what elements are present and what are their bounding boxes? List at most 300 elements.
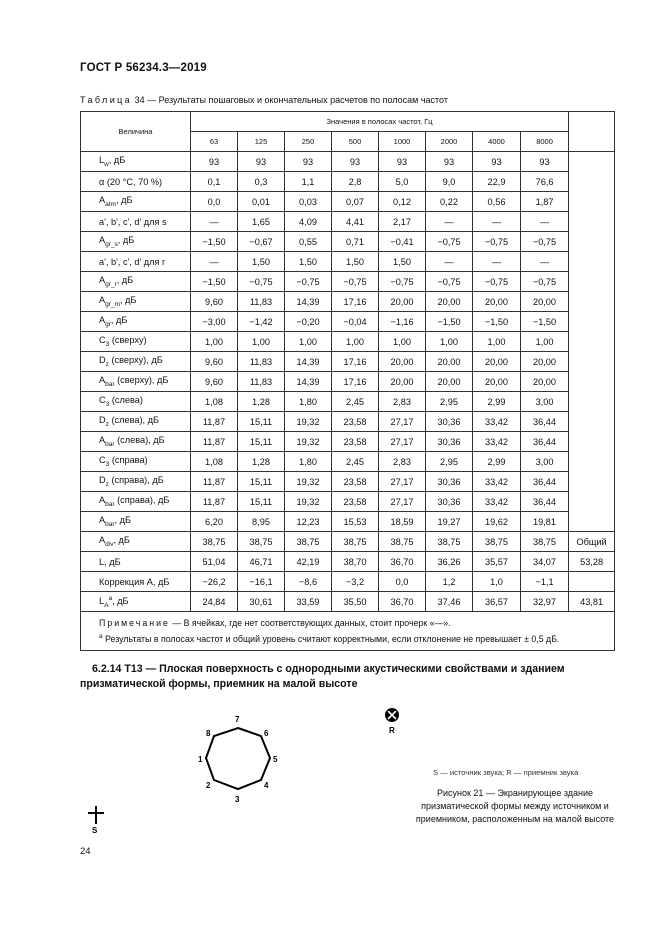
quantity-symbol: A	[99, 515, 106, 526]
quantity-symbol: A	[99, 535, 106, 546]
table-caption-text: 34 — Результаты пошаговых и окончательных расчетов по полосам частот	[134, 95, 448, 105]
section-title: Т13 — Плоская поверхность с однородными акустическими свойствами и зданием призматической формы, приемник на малой высоте	[80, 663, 565, 690]
extra-cell	[569, 432, 615, 452]
value-cell: 76,6	[521, 172, 569, 192]
quantity-subscript: 3	[105, 460, 110, 468]
value-cell: 1,0	[473, 572, 521, 592]
quantity-subscript: bar	[105, 500, 115, 508]
quantity-subscript: z	[105, 360, 109, 368]
quantity-unit: , дБ	[110, 315, 128, 326]
table-row	[81, 432, 615, 452]
extra-cell	[569, 292, 615, 312]
extra-cell	[569, 312, 615, 332]
value-cell: −1,50	[473, 312, 521, 332]
value-cell: 11,87	[191, 492, 238, 512]
quantity-cell	[81, 552, 191, 572]
table-row	[81, 312, 615, 332]
value-cell: 19,27	[426, 512, 473, 532]
quantity-unit: , дБ	[114, 515, 132, 526]
quantity-unit: , дБ	[115, 195, 133, 206]
value-cell: 1,50	[285, 252, 332, 272]
value-cell: 1,80	[285, 452, 332, 472]
value-cell: −0,75	[521, 232, 569, 252]
value-cell: −26,2	[191, 572, 238, 592]
value-cell: 36,44	[521, 412, 569, 432]
value-cell: −0,75	[521, 272, 569, 292]
value-cell: 1,80	[285, 392, 332, 412]
value-cell: 9,60	[191, 372, 238, 392]
note-text: — В ячейках, где нет соответствующих данных, стоит прочерк «—».	[169, 618, 451, 628]
value-cell: 20,00	[521, 372, 569, 392]
value-cell: 27,17	[379, 412, 426, 432]
frequency-header-cell: 63	[191, 132, 238, 152]
extra-cell	[569, 472, 615, 492]
value-cell: 15,11	[238, 472, 285, 492]
quantity-cell	[81, 332, 191, 352]
table-row	[81, 252, 615, 272]
value-cell: 15,53	[332, 512, 379, 532]
value-cell: 1,08	[191, 452, 238, 472]
value-cell: 93	[521, 152, 569, 172]
value-cell: 34,07	[521, 552, 569, 572]
value-cell: 27,17	[379, 472, 426, 492]
quantity-unit: , дБ	[119, 295, 137, 306]
value-cell: 33,42	[473, 472, 521, 492]
value-cell: 93	[191, 152, 238, 172]
building-outline	[206, 728, 270, 789]
note	[99, 616, 610, 630]
quantity-subscript: gr_r	[105, 280, 117, 288]
value-cell: 4,09	[285, 212, 332, 232]
value-cell: 1,00	[521, 332, 569, 352]
value-cell: 1,50	[238, 252, 285, 272]
value-cell: 17,16	[332, 352, 379, 372]
quantity-symbol: L	[99, 155, 105, 166]
extra-cell	[569, 492, 615, 512]
value-cell: —	[426, 212, 473, 232]
value-cell: −0,75	[285, 272, 332, 292]
quantity-subscript: bar	[105, 520, 115, 528]
vertex-label-4: 4	[264, 781, 269, 790]
quantity-unit: , дБ	[113, 535, 130, 546]
quantity-cell	[81, 572, 191, 592]
value-cell: 11,87	[191, 432, 238, 452]
quantity-symbol: C	[99, 335, 106, 346]
value-cell: 38,70	[332, 552, 379, 572]
value-cell: 11,83	[238, 352, 285, 372]
value-cell: 30,36	[426, 432, 473, 452]
extra-cell	[569, 372, 615, 392]
quantity-unit: , дБ	[116, 275, 134, 286]
value-cell: −0,75	[473, 272, 521, 292]
extra-cell	[569, 572, 615, 592]
figure-caption: Рисунок 21 — Экранирующее здание призматической формы между источником и приемником, расположенным на малой высоте	[415, 788, 615, 824]
value-cell: 1,50	[332, 252, 379, 272]
value-cell: 9,60	[191, 292, 238, 312]
value-cell: 30,61	[238, 592, 285, 612]
table-row	[81, 532, 615, 552]
frequency-header-cell: 4000	[473, 132, 521, 152]
value-cell: 15,11	[238, 412, 285, 432]
value-cell: 38,75	[379, 532, 426, 552]
value-cell: 11,83	[238, 292, 285, 312]
extra-cell	[569, 192, 615, 212]
quantity-symbol: A	[99, 495, 106, 506]
value-cell: −0,04	[332, 312, 379, 332]
table-row	[81, 232, 615, 252]
value-cell: 0,3	[238, 172, 285, 192]
value-cell: 20,00	[473, 292, 521, 312]
source-icon	[88, 806, 104, 824]
quantity-subscript: bar	[105, 440, 115, 448]
quantity-cell	[81, 192, 191, 212]
quantity-subscript: A	[104, 601, 109, 609]
value-cell: 36,57	[473, 592, 521, 612]
value-cell: 20,00	[473, 352, 521, 372]
table-caption-word: Таблица	[80, 95, 133, 105]
quantity-subscript: 3	[105, 400, 110, 408]
quantity-symbol: L	[99, 595, 105, 606]
value-cell: 19,32	[285, 472, 332, 492]
frequency-header-cell: 1000	[379, 132, 426, 152]
extra-cell: Общий	[569, 532, 615, 552]
value-cell: 42,19	[285, 552, 332, 572]
value-cell: 0,0	[191, 192, 238, 212]
extra-cell	[569, 352, 615, 372]
value-cell: 0,55	[285, 232, 332, 252]
quantity-cell	[81, 492, 191, 512]
value-cell: 18,59	[379, 512, 426, 532]
value-cell: 36,70	[379, 592, 426, 612]
value-cell: 2,95	[426, 452, 473, 472]
value-cell: 2,45	[332, 392, 379, 412]
receiver-label: R	[389, 726, 395, 735]
receiver-symbol	[380, 705, 404, 735]
value-cell: −1,50	[191, 232, 238, 252]
table-caption	[80, 95, 448, 105]
value-cell: −0,20	[285, 312, 332, 332]
extra-cell	[569, 412, 615, 432]
value-cell: −0,75	[379, 272, 426, 292]
value-cell: —	[426, 252, 473, 272]
value-cell: −1,1	[521, 572, 569, 592]
value-cell: −1,50	[521, 312, 569, 332]
value-cell: 46,71	[238, 552, 285, 572]
value-cell: 1,1	[285, 172, 332, 192]
value-cell: 0,0	[379, 572, 426, 592]
quantity-subscript: div	[105, 540, 114, 548]
value-cell: 38,75	[521, 532, 569, 552]
table-row	[81, 392, 615, 412]
value-cell: 36,70	[379, 552, 426, 572]
quantity-unit: (сверху), дБ	[108, 355, 163, 366]
extra-cell	[569, 332, 615, 352]
quantity-cell	[81, 172, 191, 192]
quantity-subscript: z	[105, 480, 109, 488]
value-cell: −0,75	[426, 272, 473, 292]
quantity-cell	[81, 592, 191, 612]
frequency-header-cell: 125	[238, 132, 285, 152]
value-cell: −0,41	[379, 232, 426, 252]
value-cell: 6,20	[191, 512, 238, 532]
value-cell: 11,87	[191, 472, 238, 492]
value-cell: 32,97	[521, 592, 569, 612]
value-cell: 2,45	[332, 452, 379, 472]
quantity-symbol: C	[99, 455, 106, 466]
value-cell: 38,75	[238, 532, 285, 552]
value-cell: 37,46	[426, 592, 473, 612]
value-cell: 27,17	[379, 492, 426, 512]
value-cell: 2,17	[379, 212, 426, 232]
quantity-unit: (справа), дБ	[114, 495, 170, 506]
quantity-header: Величина	[81, 112, 191, 152]
quantity-unit: , дБ	[112, 595, 129, 606]
value-cell: 14,39	[285, 292, 332, 312]
value-cell: 11,83	[238, 372, 285, 392]
quantity-symbol: D	[99, 355, 106, 366]
vertex-label-7: 7	[235, 715, 240, 724]
value-cell: 33,42	[473, 432, 521, 452]
quantity-symbol: A	[99, 435, 106, 446]
value-cell: 33,42	[473, 492, 521, 512]
vertex-label-2: 2	[206, 781, 211, 790]
table-row	[81, 272, 615, 292]
value-cell: —	[191, 212, 238, 232]
value-cell: 2,8	[332, 172, 379, 192]
value-cell: 36,44	[521, 472, 569, 492]
quantity-cell	[81, 532, 191, 552]
quantity-cell	[81, 392, 191, 412]
value-cell: 51,04	[191, 552, 238, 572]
value-cell: 23,58	[332, 412, 379, 432]
figure-legend: S — источник звука; R — приемник звука	[433, 768, 579, 777]
table-row	[81, 472, 615, 492]
footnote-text: Результаты в полосах частот и общий уровень считают корректными, если отклонение не превышает ± 0,5 дБ.	[102, 633, 560, 644]
value-cell: 36,26	[426, 552, 473, 572]
value-cell: −3,2	[332, 572, 379, 592]
value-cell: −1,50	[426, 312, 473, 332]
source-label: S	[92, 826, 98, 835]
value-cell: −3,00	[191, 312, 238, 332]
quantity-unit: (сверху)	[109, 335, 147, 346]
extra-cell	[569, 392, 615, 412]
value-cell: 2,99	[473, 392, 521, 412]
value-cell: 3,00	[521, 452, 569, 472]
extra-cell	[569, 252, 615, 272]
extra-cell: 43,81	[569, 592, 615, 612]
value-cell: 93	[285, 152, 332, 172]
value-cell: 14,39	[285, 372, 332, 392]
quantity-unit: (справа), дБ	[108, 475, 164, 486]
value-cell: 35,57	[473, 552, 521, 572]
value-cell: 17,16	[332, 292, 379, 312]
value-cell: 35,50	[332, 592, 379, 612]
note-row	[81, 612, 615, 651]
frequency-group-header: Значения в полосах частот, Гц	[191, 112, 569, 132]
quantity-symbol: A	[99, 295, 106, 306]
value-cell: −0,67	[238, 232, 285, 252]
quantity-subscript: z	[105, 420, 109, 428]
value-cell: 2,99	[473, 452, 521, 472]
value-cell: 38,75	[285, 532, 332, 552]
value-cell: 20,00	[379, 372, 426, 392]
value-cell: 14,39	[285, 352, 332, 372]
value-cell: 19,32	[285, 492, 332, 512]
value-cell: −1,50	[191, 272, 238, 292]
value-cell: 0,22	[426, 192, 473, 212]
frequency-header-cell: 250	[285, 132, 332, 152]
quantity-superscript: a	[108, 594, 113, 602]
quantity-unit: , дБ	[117, 235, 135, 246]
value-cell: 2,95	[426, 392, 473, 412]
quantity-unit: (слева)	[109, 395, 143, 406]
value-cell: 36,44	[521, 432, 569, 452]
quantity-symbol: D	[99, 415, 106, 426]
value-cell: 93	[473, 152, 521, 172]
table-row	[81, 412, 615, 432]
value-cell: 5,0	[379, 172, 426, 192]
quantity-symbol: A	[99, 375, 106, 386]
frequency-header-cell: 8000	[521, 132, 569, 152]
quantity-cell	[81, 472, 191, 492]
value-cell: 4,41	[332, 212, 379, 232]
quantity-symbol: D	[99, 475, 106, 486]
table-row	[81, 292, 615, 312]
value-cell: 23,58	[332, 492, 379, 512]
quantity-cell	[81, 292, 191, 312]
table-row	[81, 572, 615, 592]
frequency-header-cell: 2000	[426, 132, 473, 152]
quantity-cell	[81, 352, 191, 372]
table-row	[81, 512, 615, 532]
value-cell: 1,00	[191, 332, 238, 352]
value-cell: 0,12	[379, 192, 426, 212]
extra-cell	[569, 512, 615, 532]
value-cell: —	[521, 212, 569, 232]
vertex-label-6: 6	[264, 729, 269, 738]
quantity-symbol: C	[99, 395, 106, 406]
value-cell: 30,36	[426, 492, 473, 512]
value-cell: 20,00	[426, 352, 473, 372]
value-cell: −8,6	[285, 572, 332, 592]
value-cell: 15,11	[238, 432, 285, 452]
vertex-label-8: 8	[206, 729, 211, 738]
quantity-subscript: atm	[105, 200, 116, 208]
value-cell: —	[473, 252, 521, 272]
value-cell: 38,75	[191, 532, 238, 552]
quantity-symbol: A	[99, 275, 106, 286]
value-cell: —	[191, 252, 238, 272]
value-cell: 33,42	[473, 412, 521, 432]
quantity-subscript: bar	[105, 380, 115, 388]
value-cell: —	[473, 212, 521, 232]
value-cell: 1,65	[238, 212, 285, 232]
value-cell: 0,56	[473, 192, 521, 212]
value-cell: 11,87	[191, 412, 238, 432]
value-cell: 0,07	[332, 192, 379, 212]
quantity-unit: (справа)	[109, 455, 148, 466]
value-cell: 3,00	[521, 392, 569, 412]
value-cell: 38,75	[332, 532, 379, 552]
value-cell: −1,42	[238, 312, 285, 332]
extra-header	[569, 112, 615, 152]
value-cell: 0,1	[191, 172, 238, 192]
value-cell: 2,83	[379, 452, 426, 472]
value-cell: 93	[426, 152, 473, 172]
quantity-symbol: a', b', c', d' для s	[99, 216, 167, 227]
table-row	[81, 152, 615, 172]
quantity-symbol: α (20 °С, 70 %)	[99, 176, 163, 187]
value-cell: 9,0	[426, 172, 473, 192]
value-cell: 20,00	[379, 352, 426, 372]
value-cell: 20,00	[426, 292, 473, 312]
value-cell: −1,16	[379, 312, 426, 332]
quantity-unit: , дБ	[108, 155, 126, 166]
value-cell: 38,75	[426, 532, 473, 552]
table-row	[81, 212, 615, 232]
table-row	[81, 172, 615, 192]
value-cell: 19,32	[285, 412, 332, 432]
quantity-unit: , дБ	[104, 556, 121, 567]
quantity-cell	[81, 212, 191, 232]
value-cell: 19,62	[473, 512, 521, 532]
value-cell: 30,36	[426, 412, 473, 432]
value-cell: 1,2	[426, 572, 473, 592]
value-cell: 22,9	[473, 172, 521, 192]
quantity-cell	[81, 432, 191, 452]
value-cell: 1,28	[238, 392, 285, 412]
value-cell: −16,1	[238, 572, 285, 592]
value-cell: −0,75	[332, 272, 379, 292]
quantity-subscript: gr	[105, 320, 111, 328]
quantity-subscript: gr_s	[105, 240, 118, 248]
quantity-unit: (слева), дБ	[108, 415, 160, 426]
vertex-label-5: 5	[273, 755, 278, 764]
value-cell: 93	[238, 152, 285, 172]
extra-cell	[569, 452, 615, 472]
value-cell: 24,84	[191, 592, 238, 612]
value-cell: 0,71	[332, 232, 379, 252]
quantity-symbol: L	[99, 556, 105, 567]
quantity-symbol: Коррекция А, дБ	[99, 576, 170, 587]
value-cell: 19,81	[521, 512, 569, 532]
table-row	[81, 332, 615, 352]
value-cell: 33,59	[285, 592, 332, 612]
value-cell: 2,83	[379, 392, 426, 412]
value-cell: 93	[379, 152, 426, 172]
extra-cell	[569, 172, 615, 192]
table-body	[81, 152, 615, 612]
quantity-cell	[81, 272, 191, 292]
value-cell: 1,00	[332, 332, 379, 352]
vertex-label-1: 1	[198, 755, 203, 764]
value-cell: 1,28	[238, 452, 285, 472]
value-cell: 20,00	[521, 352, 569, 372]
value-cell: 15,11	[238, 492, 285, 512]
value-cell: 1,50	[379, 252, 426, 272]
quantity-cell	[81, 312, 191, 332]
value-cell: 1,00	[473, 332, 521, 352]
value-cell: 12,23	[285, 512, 332, 532]
quantity-symbol: A	[99, 195, 106, 206]
extra-cell	[569, 212, 615, 232]
value-cell: 23,58	[332, 432, 379, 452]
figure-diagram	[80, 706, 330, 841]
value-cell: 20,00	[379, 292, 426, 312]
note-label: Примечание	[99, 618, 170, 628]
document-header: ГОСТ Р 56234.3—2019	[80, 62, 207, 74]
value-cell: −0,75	[238, 272, 285, 292]
